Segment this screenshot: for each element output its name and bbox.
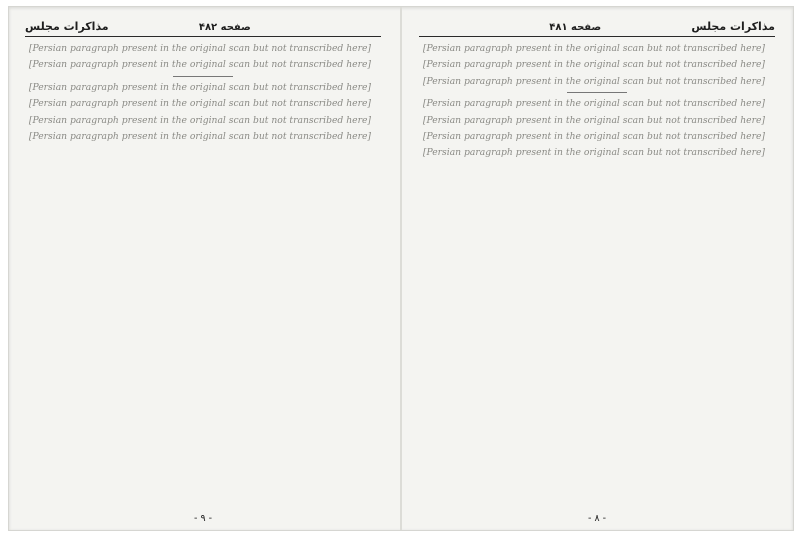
right-section-divider: [567, 92, 627, 93]
left-page-label: صفحه ۴۸۲: [198, 22, 251, 33]
left-para-4: [Persian paragraph present in the original scan but not transcribed here]: [28, 98, 371, 110]
left-page-header: [25, 17, 381, 37]
right-para-5: [Persian paragraph present in the original scan but not transcribed here]: [422, 114, 765, 126]
right-folio: - ۸ -: [587, 513, 606, 524]
right-page-body: [419, 43, 775, 513]
right-running-title: مذاکرات مجلس: [691, 20, 775, 33]
page-gutter: [400, 7, 402, 530]
left-running-title: مذاکرات مجلس: [25, 20, 109, 33]
left-page: [13, 7, 393, 530]
right-para-7: [Persian paragraph present in the original scan but not transcribed here]: [422, 147, 765, 159]
left-folio: - ۹ -: [193, 513, 212, 524]
left-para-6: [Persian paragraph present in the original scan but not transcribed here]: [28, 131, 371, 143]
left-para-3: [Persian paragraph present in the original scan but not transcribed here]: [28, 81, 371, 93]
right-para-1: [Persian paragraph present in the original scan but not transcribed here]: [422, 43, 765, 54]
right-para-4: [Persian paragraph present in the original scan but not transcribed here]: [422, 98, 765, 110]
right-para-2: [Persian paragraph present in the original scan but not transcribed here]: [422, 59, 765, 71]
left-para-5: [Persian paragraph present in the original scan but not transcribed here]: [28, 114, 371, 126]
right-page-header: [419, 17, 775, 37]
left-page-body: [25, 43, 381, 513]
right-page-label: صفحه ۴۸۱: [549, 22, 602, 33]
right-page: [407, 7, 787, 530]
right-para-3: [Persian paragraph present in the original scan but not transcribed here]: [422, 75, 765, 87]
left-para-1: [Persian paragraph present in the original scan but not transcribed here]: [28, 43, 371, 54]
right-para-6: [Persian paragraph present in the original scan but not transcribed here]: [422, 131, 765, 143]
left-para-2: [Persian paragraph present in the original scan but not transcribed here]: [28, 59, 371, 71]
document-spread: [8, 6, 794, 531]
left-section-divider: [173, 76, 233, 77]
